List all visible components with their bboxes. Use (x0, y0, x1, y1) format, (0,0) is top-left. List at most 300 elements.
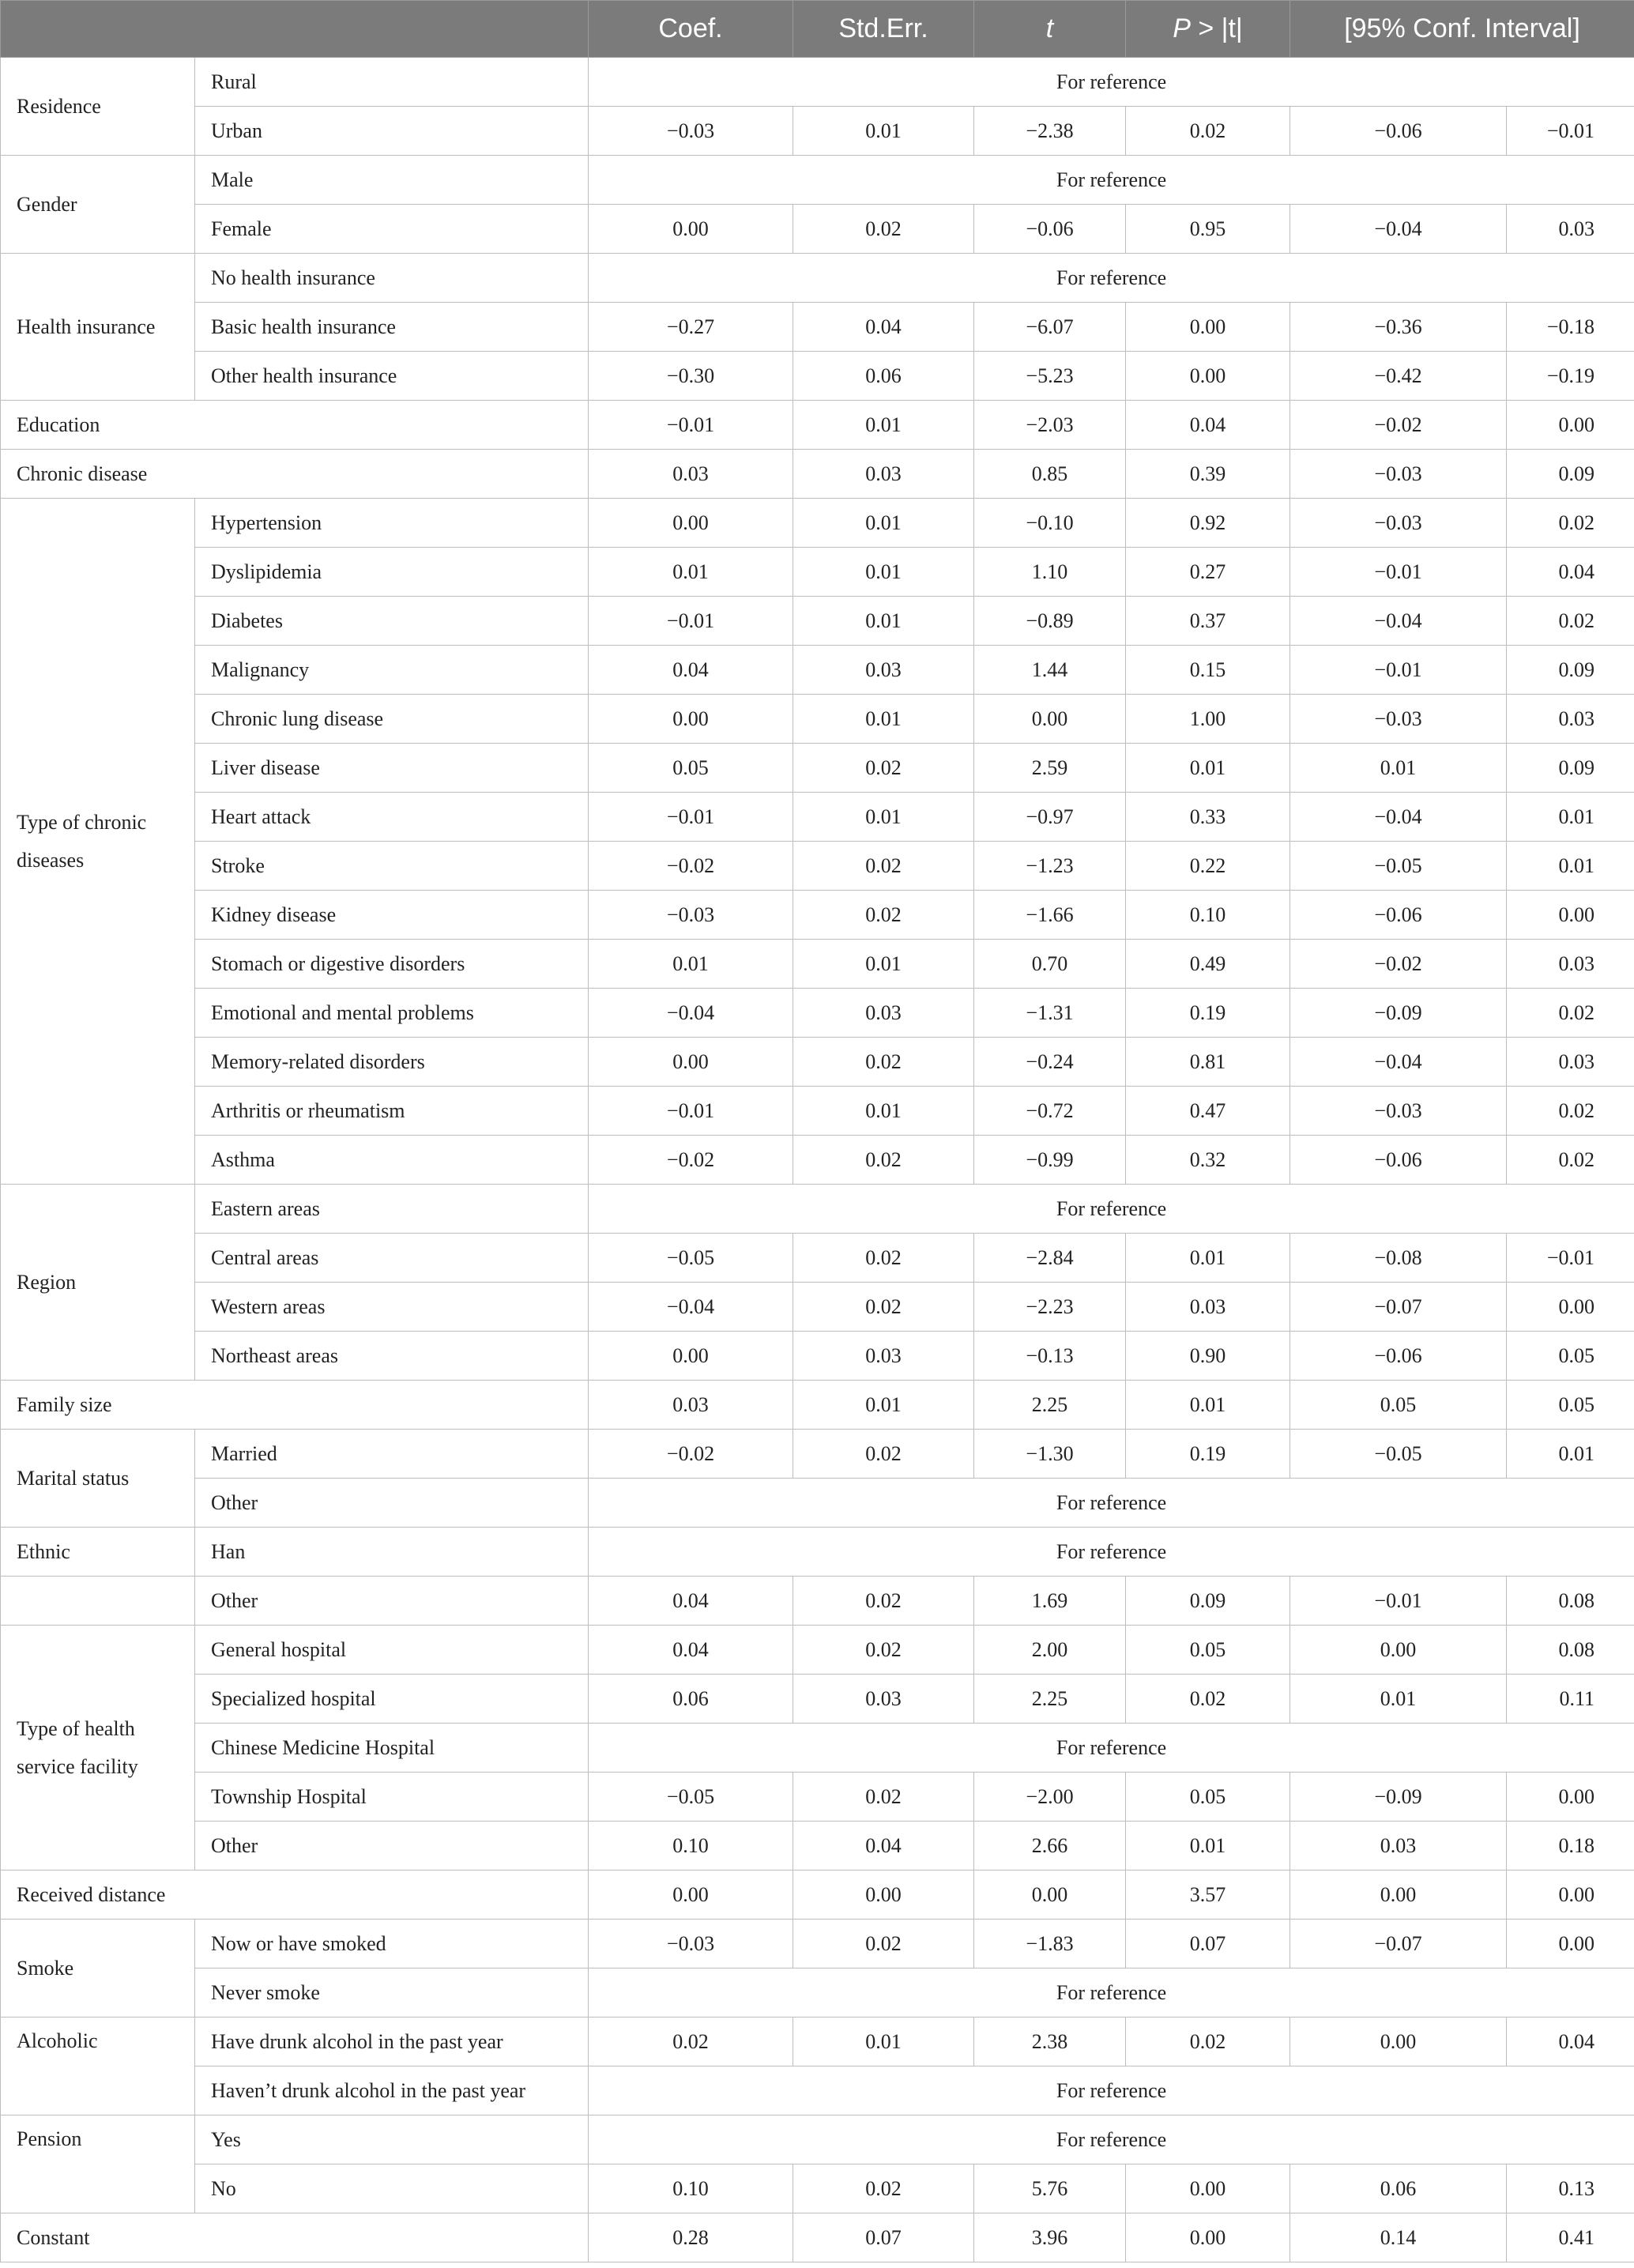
t-cell: −1.66 (974, 891, 1126, 940)
row-label: Now or have smoked (195, 1920, 589, 1968)
ci-low-cell: −0.07 (1290, 1920, 1507, 1968)
coef-cell: 0.04 (589, 1626, 793, 1675)
coef-cell: 0.06 (589, 1675, 793, 1724)
row-label: Never smoke (195, 1968, 589, 2017)
coef-cell: 0.28 (589, 2213, 793, 2262)
reference-cell: For reference (589, 58, 1634, 107)
ci-low-cell: −0.04 (1290, 1038, 1507, 1087)
ci-low-cell: −0.05 (1290, 842, 1507, 891)
ci-low-cell: −0.07 (1290, 1283, 1507, 1332)
reference-cell: For reference (589, 1479, 1634, 1528)
p-cell: 0.05 (1126, 1626, 1290, 1675)
t-cell: 2.66 (974, 1822, 1126, 1871)
coef-cell: 0.00 (589, 205, 793, 254)
row-label: Rural (195, 58, 589, 107)
p-cell: 0.32 (1126, 1136, 1290, 1185)
row-group-label: Gender (1, 156, 195, 254)
table-row (1, 793, 1634, 842)
stderr-cell: 0.02 (793, 744, 974, 793)
stderr-cell: 0.03 (793, 646, 974, 695)
p-cell: 0.01 (1126, 1822, 1290, 1871)
coef-cell: 0.01 (589, 548, 793, 597)
row-group-label: Region (1, 1185, 195, 1381)
row-group-label: Type of health service facility (1, 1626, 195, 1871)
t-cell: −0.97 (974, 793, 1126, 842)
t-cell: −5.23 (974, 352, 1126, 401)
table-row (1, 1430, 1634, 1479)
ci-high-cell: 0.03 (1507, 205, 1634, 254)
header-coef: Coef. (589, 1, 793, 58)
table-row (1, 1968, 1634, 2017)
t-cell: 1.44 (974, 646, 1126, 695)
row-label: Malignancy (195, 646, 589, 695)
stderr-cell: 0.02 (793, 205, 974, 254)
t-cell: −2.00 (974, 1773, 1126, 1822)
stderr-cell: 0.01 (793, 793, 974, 842)
p-cell: 0.01 (1126, 1381, 1290, 1430)
ci-low-cell: 0.06 (1290, 2164, 1507, 2213)
table-row (1, 646, 1634, 695)
table-row (1, 2213, 1634, 2262)
t-cell: −1.83 (974, 1920, 1126, 1968)
header-p (1126, 1, 1290, 58)
reference-cell: For reference (589, 1528, 1634, 1577)
t-cell: 0.70 (974, 940, 1126, 989)
p-cell: 0.47 (1126, 1087, 1290, 1136)
row-group-label: Residence (1, 58, 195, 156)
t-cell: −0.72 (974, 1087, 1126, 1136)
row-group-label: Constant (1, 2213, 589, 2262)
ci-low-cell: 0.00 (1290, 2017, 1507, 2066)
ci-low-cell: −0.02 (1290, 940, 1507, 989)
t-cell: 0.00 (974, 1871, 1126, 1920)
table-row (1, 1675, 1634, 1724)
t-cell: −0.99 (974, 1136, 1126, 1185)
coef-cell: −0.02 (589, 1136, 793, 1185)
ci-high-cell: 0.13 (1507, 2164, 1634, 2213)
table-row (1, 1185, 1634, 1234)
t-cell: −1.30 (974, 1430, 1126, 1479)
reference-cell: For reference (589, 1185, 1634, 1234)
table-row (1, 1479, 1634, 1528)
p-cell: 0.15 (1126, 646, 1290, 695)
ci-high-cell: −0.18 (1507, 303, 1634, 352)
coef-cell: 0.02 (589, 2017, 793, 2066)
ci-low-cell: −0.04 (1290, 205, 1507, 254)
t-cell: 3.96 (974, 2213, 1126, 2262)
header-ci: [95% Conf. Interval] (1290, 1, 1634, 58)
p-cell: 0.49 (1126, 940, 1290, 989)
ci-high-cell: 0.02 (1507, 597, 1634, 646)
table-row (1, 254, 1634, 303)
ci-low-cell: −0.06 (1290, 891, 1507, 940)
coef-cell: −0.03 (589, 891, 793, 940)
t-cell: −2.03 (974, 401, 1126, 450)
table-row (1, 989, 1634, 1038)
table-row (1, 1038, 1634, 1087)
stderr-cell: 0.01 (793, 1381, 974, 1430)
p-cell: 0.37 (1126, 597, 1290, 646)
row-label: Dyslipidemia (195, 548, 589, 597)
stderr-cell: 0.02 (793, 1430, 974, 1479)
ci-high-cell: 0.11 (1507, 1675, 1634, 1724)
row-label: Central areas (195, 1234, 589, 1283)
table-row (1, 1920, 1634, 1968)
stderr-cell: 0.03 (793, 1332, 974, 1381)
ci-low-cell: −0.03 (1290, 695, 1507, 744)
row-label: Hypertension (195, 499, 589, 548)
stderr-cell: 0.02 (793, 1136, 974, 1185)
ci-low-cell: −0.42 (1290, 352, 1507, 401)
t-cell: 1.69 (974, 1577, 1126, 1626)
row-group-label: Type of chronic diseases (1, 499, 195, 1185)
ci-high-cell: 0.04 (1507, 548, 1634, 597)
row-label: Yes (195, 2115, 589, 2164)
p-cell: 0.90 (1126, 1332, 1290, 1381)
table-row (1, 1724, 1634, 1773)
row-label: Han (195, 1528, 589, 1577)
coef-cell: 0.04 (589, 646, 793, 695)
ci-low-cell: −0.08 (1290, 1234, 1507, 1283)
header-p-prefix: P (1173, 13, 1191, 43)
stderr-cell: 0.01 (793, 401, 974, 450)
row-group-label: Family size (1, 1381, 589, 1430)
coef-cell: 0.10 (589, 1822, 793, 1871)
stderr-cell: 0.03 (793, 450, 974, 499)
table-row (1, 1234, 1634, 1283)
table-row (1, 107, 1634, 156)
p-cell: 0.19 (1126, 989, 1290, 1038)
p-cell: 1.00 (1126, 695, 1290, 744)
table-row (1, 1283, 1634, 1332)
row-label: Western areas (195, 1283, 589, 1332)
table-row (1, 58, 1634, 107)
table-row (1, 352, 1634, 401)
stderr-cell: 0.03 (793, 1675, 974, 1724)
p-cell: 0.19 (1126, 1430, 1290, 1479)
row-group-label: Ethnic (1, 1528, 195, 1577)
ci-high-cell: 0.00 (1507, 1871, 1634, 1920)
stderr-cell: 0.02 (793, 1038, 974, 1087)
t-cell: 2.25 (974, 1675, 1126, 1724)
t-cell: −1.31 (974, 989, 1126, 1038)
coef-cell: 0.04 (589, 1577, 793, 1626)
row-group-label: Pension (1, 2115, 195, 2213)
row-label: Liver disease (195, 744, 589, 793)
ci-high-cell: 0.18 (1507, 1822, 1634, 1871)
p-cell: 0.02 (1126, 2017, 1290, 2066)
stderr-cell: 0.00 (793, 1871, 974, 1920)
coef-cell: −0.01 (589, 401, 793, 450)
table-row (1, 2164, 1634, 2213)
p-cell: 0.39 (1126, 450, 1290, 499)
p-cell: 0.00 (1126, 2164, 1290, 2213)
row-label: General hospital (195, 1626, 589, 1675)
t-cell: 2.00 (974, 1626, 1126, 1675)
ci-high-cell: −0.01 (1507, 107, 1634, 156)
row-label: Memory-related disorders (195, 1038, 589, 1087)
ci-high-cell: 0.08 (1507, 1626, 1634, 1675)
ci-high-cell: 0.08 (1507, 1577, 1634, 1626)
ci-low-cell: −0.01 (1290, 1577, 1507, 1626)
ci-low-cell: −0.06 (1290, 107, 1507, 156)
stderr-cell: 0.04 (793, 303, 974, 352)
ci-low-cell: 0.00 (1290, 1871, 1507, 1920)
ci-high-cell: 0.04 (1507, 2017, 1634, 2066)
coef-cell: 0.00 (589, 695, 793, 744)
reference-cell: For reference (589, 1968, 1634, 2017)
row-label: Northeast areas (195, 1332, 589, 1381)
row-label: No (195, 2164, 589, 2213)
coef-cell: −0.03 (589, 107, 793, 156)
p-cell: 0.81 (1126, 1038, 1290, 1087)
table-row (1, 205, 1634, 254)
table-row (1, 548, 1634, 597)
t-cell: 0.00 (974, 695, 1126, 744)
ci-low-cell: −0.09 (1290, 989, 1507, 1038)
stderr-cell: 0.02 (793, 1234, 974, 1283)
stderr-cell: 0.06 (793, 352, 974, 401)
stderr-cell: 0.02 (793, 1920, 974, 1968)
stderr-cell: 0.02 (793, 842, 974, 891)
row-label: Married (195, 1430, 589, 1479)
ci-low-cell: −0.36 (1290, 303, 1507, 352)
row-label: Other (195, 1822, 589, 1871)
row-label: Emotional and mental problems (195, 989, 589, 1038)
ci-high-cell: 0.09 (1507, 646, 1634, 695)
coef-cell: −0.27 (589, 303, 793, 352)
table-row (1, 597, 1634, 646)
ci-low-cell: −0.06 (1290, 1136, 1507, 1185)
ci-high-cell: 0.01 (1507, 842, 1634, 891)
table-row (1, 1528, 1634, 1577)
p-cell: 0.00 (1126, 2213, 1290, 2262)
stderr-cell: 0.01 (793, 1087, 974, 1136)
ci-low-cell: −0.04 (1290, 793, 1507, 842)
coef-cell: 0.00 (589, 1038, 793, 1087)
t-cell: −2.23 (974, 1283, 1126, 1332)
p-cell: 0.01 (1126, 744, 1290, 793)
p-cell: 0.07 (1126, 1920, 1290, 1968)
p-cell: 0.05 (1126, 1773, 1290, 1822)
row-label: Stroke (195, 842, 589, 891)
row-label: Urban (195, 107, 589, 156)
row-label: Male (195, 156, 589, 205)
row-label: Stomach or digestive disorders (195, 940, 589, 989)
row-label: Kidney disease (195, 891, 589, 940)
table-row (1, 1577, 1634, 1626)
p-cell: 0.03 (1126, 1283, 1290, 1332)
coef-cell: −0.02 (589, 1430, 793, 1479)
row-label: Eastern areas (195, 1185, 589, 1234)
t-cell: 2.38 (974, 2017, 1126, 2066)
t-cell: −0.89 (974, 597, 1126, 646)
row-label: No health insurance (195, 254, 589, 303)
stderr-cell: 0.01 (793, 695, 974, 744)
reference-cell: For reference (589, 156, 1634, 205)
table-row (1, 401, 1634, 450)
ci-low-cell: 0.05 (1290, 1381, 1507, 1430)
coef-cell: −0.30 (589, 352, 793, 401)
ci-high-cell: 0.00 (1507, 1920, 1634, 1968)
ci-high-cell: 0.09 (1507, 450, 1634, 499)
row-label: Township Hospital (195, 1773, 589, 1822)
ci-low-cell: −0.04 (1290, 597, 1507, 646)
t-cell: −2.84 (974, 1234, 1126, 1283)
row-label: Chinese Medicine Hospital (195, 1724, 589, 1773)
row-group-label: Health insurance (1, 254, 195, 401)
table-row (1, 1626, 1634, 1675)
coef-cell: −0.03 (589, 1920, 793, 1968)
t-cell: −0.13 (974, 1332, 1126, 1381)
ci-high-cell: 0.05 (1507, 1332, 1634, 1381)
stderr-cell: 0.02 (793, 1577, 974, 1626)
row-label: Other (195, 1577, 589, 1626)
table-row (1, 1871, 1634, 1920)
ci-high-cell: 0.02 (1507, 499, 1634, 548)
row-label: Female (195, 205, 589, 254)
ci-low-cell: −0.01 (1290, 646, 1507, 695)
t-cell: 2.59 (974, 744, 1126, 793)
row-label: Heart attack (195, 793, 589, 842)
ci-high-cell: −0.19 (1507, 352, 1634, 401)
ci-high-cell: 0.00 (1507, 1283, 1634, 1332)
row-label: Asthma (195, 1136, 589, 1185)
ci-low-cell: 0.00 (1290, 1626, 1507, 1675)
row-label: Specialized hospital (195, 1675, 589, 1724)
table-row (1, 940, 1634, 989)
coef-cell: −0.05 (589, 1234, 793, 1283)
table-row (1, 1136, 1634, 1185)
reference-cell: For reference (589, 2115, 1634, 2164)
p-cell: 0.22 (1126, 842, 1290, 891)
row-label: Have drunk alcohol in the past year (195, 2017, 589, 2066)
row-label: Haven’t drunk alcohol in the past year (195, 2066, 589, 2115)
reference-cell: For reference (589, 1724, 1634, 1773)
ci-low-cell: −0.05 (1290, 1430, 1507, 1479)
p-cell: 0.02 (1126, 107, 1290, 156)
p-cell: 0.27 (1126, 548, 1290, 597)
row-group-label: Chronic disease (1, 450, 589, 499)
row-label: Other health insurance (195, 352, 589, 401)
table-row (1, 891, 1634, 940)
header-blank (1, 1, 589, 58)
header-stderr: Std.Err. (793, 1, 974, 58)
coef-cell: −0.01 (589, 793, 793, 842)
row-label: Basic health insurance (195, 303, 589, 352)
t-cell: 2.25 (974, 1381, 1126, 1430)
p-cell: 0.10 (1126, 891, 1290, 940)
reference-cell: For reference (589, 2066, 1634, 2115)
table-row (1, 1332, 1634, 1381)
table-row (1, 695, 1634, 744)
p-cell: 0.00 (1126, 303, 1290, 352)
stderr-cell: 0.01 (793, 107, 974, 156)
coef-cell: −0.05 (589, 1773, 793, 1822)
p-cell: 0.04 (1126, 401, 1290, 450)
coef-cell: 0.00 (589, 499, 793, 548)
ci-low-cell: −0.03 (1290, 450, 1507, 499)
coef-cell: 0.00 (589, 1871, 793, 1920)
table-row (1, 1087, 1634, 1136)
ci-low-cell: −0.02 (1290, 401, 1507, 450)
row-group-label: Marital status (1, 1430, 195, 1528)
t-cell: 0.85 (974, 450, 1126, 499)
ci-high-cell: 0.09 (1507, 744, 1634, 793)
t-cell: 5.76 (974, 2164, 1126, 2213)
stderr-cell: 0.01 (793, 2017, 974, 2066)
ci-low-cell: 0.14 (1290, 2213, 1507, 2262)
coef-cell: −0.04 (589, 989, 793, 1038)
table-row (1, 156, 1634, 205)
ci-high-cell: 0.02 (1507, 1087, 1634, 1136)
coef-cell: −0.01 (589, 1087, 793, 1136)
stderr-cell: 0.02 (793, 891, 974, 940)
t-cell: −0.06 (974, 205, 1126, 254)
ci-low-cell: 0.03 (1290, 1822, 1507, 1871)
row-label: Other (195, 1479, 589, 1528)
table-row (1, 499, 1634, 548)
coef-cell: 0.10 (589, 2164, 793, 2213)
reference-cell: For reference (589, 254, 1634, 303)
table-row (1, 1822, 1634, 1871)
table-row (1, 744, 1634, 793)
coef-cell: −0.04 (589, 1283, 793, 1332)
ci-high-cell: 0.00 (1507, 401, 1634, 450)
row-label: Diabetes (195, 597, 589, 646)
header-p-suffix: > |t| (1190, 13, 1243, 43)
stderr-cell: 0.01 (793, 499, 974, 548)
coef-cell: 0.05 (589, 744, 793, 793)
coef-cell: −0.01 (589, 597, 793, 646)
ci-low-cell: −0.01 (1290, 548, 1507, 597)
table-row (1, 842, 1634, 891)
stderr-cell: 0.03 (793, 989, 974, 1038)
row-group-label: Received distance (1, 1871, 589, 1920)
ci-high-cell: 0.00 (1507, 891, 1634, 940)
stderr-cell: 0.02 (793, 1283, 974, 1332)
ci-high-cell: 0.01 (1507, 793, 1634, 842)
stderr-cell: 0.01 (793, 597, 974, 646)
ci-high-cell: 0.02 (1507, 989, 1634, 1038)
stderr-cell: 0.07 (793, 2213, 974, 2262)
stderr-cell: 0.01 (793, 548, 974, 597)
t-cell: −0.10 (974, 499, 1126, 548)
t-cell: −6.07 (974, 303, 1126, 352)
row-label: Chronic lung disease (195, 695, 589, 744)
stderr-cell: 0.02 (793, 1626, 974, 1675)
table-row (1, 2115, 1634, 2164)
stderr-cell: 0.01 (793, 940, 974, 989)
ci-high-cell: −0.01 (1507, 1234, 1634, 1283)
ci-high-cell: 0.03 (1507, 940, 1634, 989)
ci-high-cell: 0.05 (1507, 1381, 1634, 1430)
row-group-label: Alcoholic (1, 2017, 195, 2115)
coef-cell: 0.01 (589, 940, 793, 989)
t-cell: −1.23 (974, 842, 1126, 891)
row-group-label: Education (1, 401, 589, 450)
ci-low-cell: −0.06 (1290, 1332, 1507, 1381)
header-row (1, 1, 1634, 58)
t-cell: −2.38 (974, 107, 1126, 156)
coef-cell: 0.00 (589, 1332, 793, 1381)
p-cell: 0.09 (1126, 1577, 1290, 1626)
table-row (1, 2017, 1634, 2066)
row-group-label: Smoke (1, 1920, 195, 2017)
p-cell: 0.01 (1126, 1234, 1290, 1283)
ci-high-cell: 0.03 (1507, 695, 1634, 744)
table-row (1, 303, 1634, 352)
